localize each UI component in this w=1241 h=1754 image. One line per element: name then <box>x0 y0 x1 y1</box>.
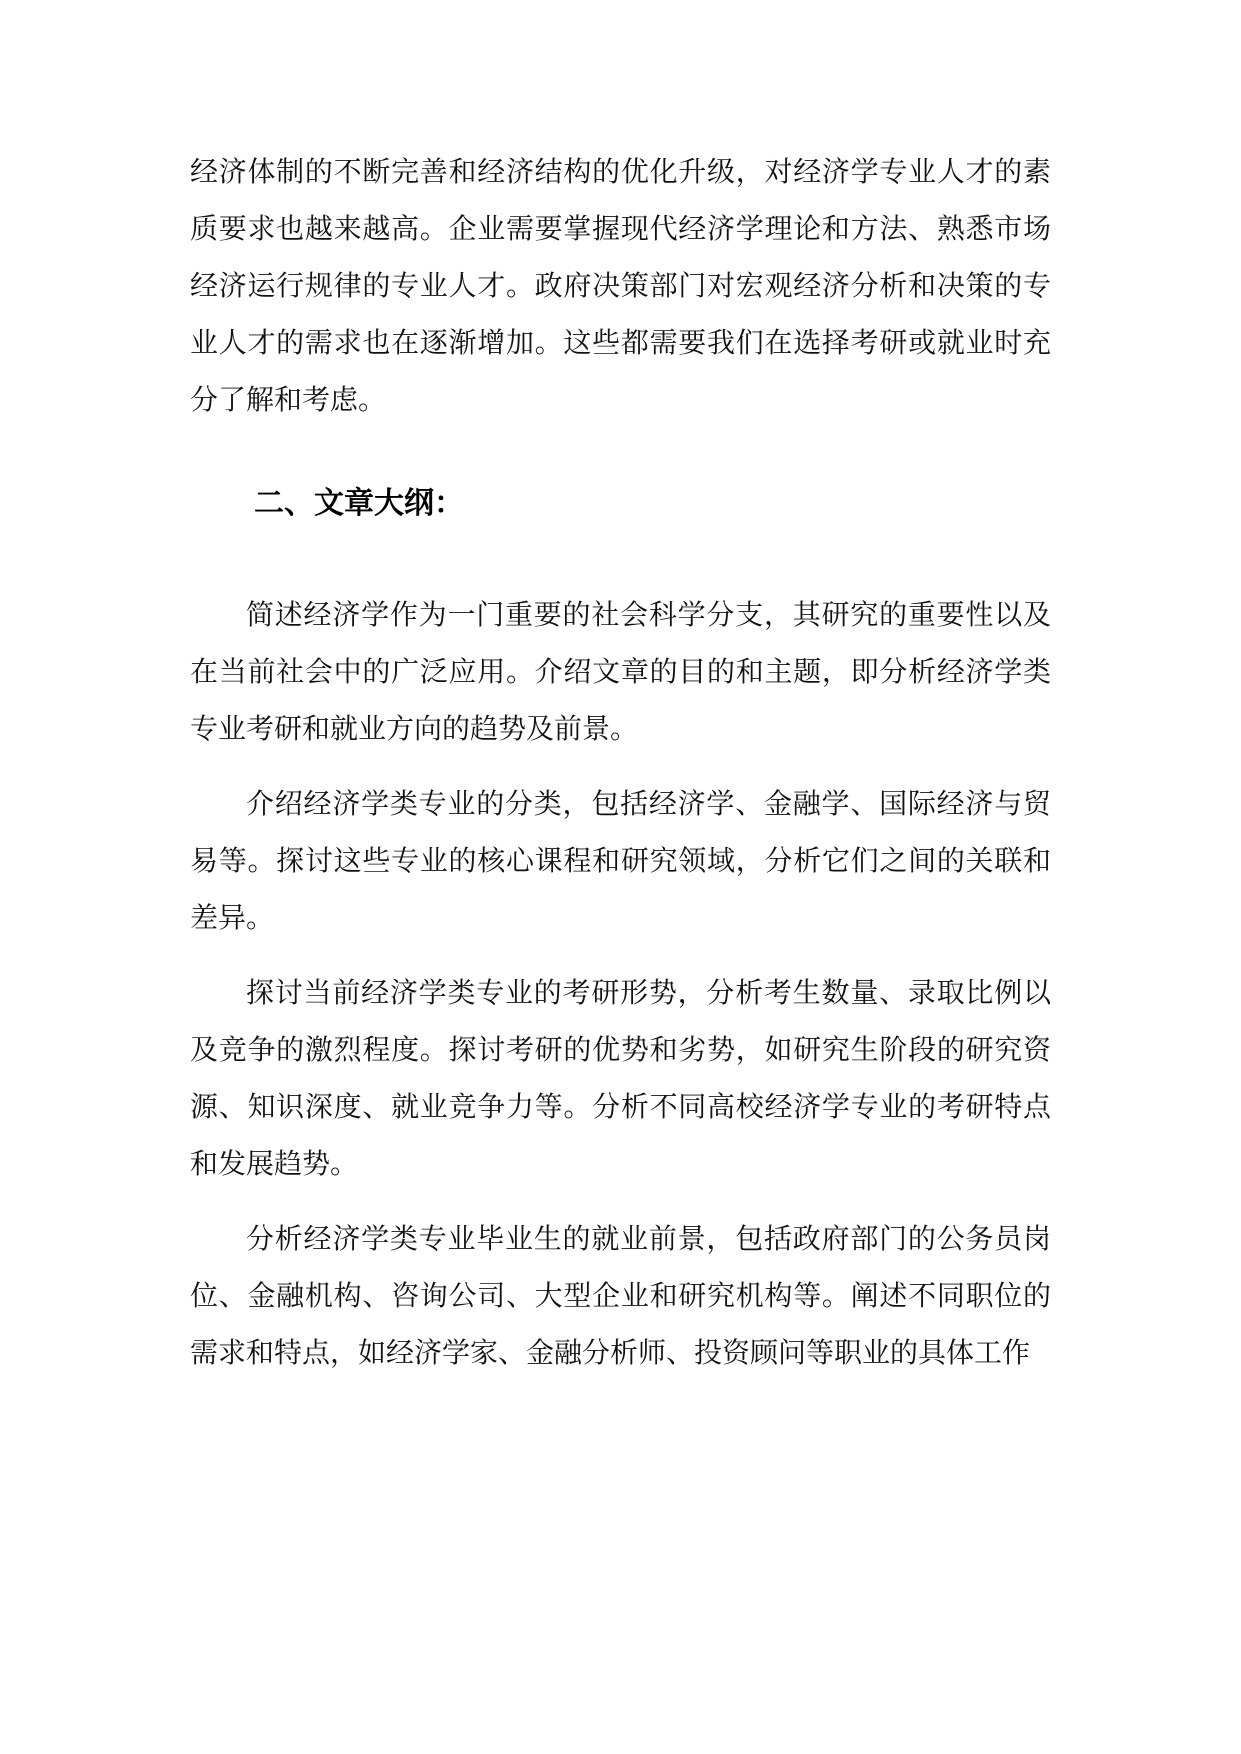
outline-paragraph-4: 分析经济学类专业毕业生的就业前景，包括政府部门的公务员岗位、金融机构、咨询公司、大型企业和研究机构等。阐述不同职位的需求和特点，如经济学家、金融分析师、投资顾问等职业的具体工作 <box>190 1222 1051 1369</box>
document-body <box>190 143 1051 1399</box>
outline-paragraph-3: 探讨当前经济学类专业的考研形势，分析考生数量、录取比例以及竞争的激烈程度。探讨考研的优势和劣势，如研究生阶段的研究资源、知识深度、就业竞争力等。分析不同高校经济学专业的考研特点和发展趋势。 <box>190 976 1051 1180</box>
outline-paragraph-1: 简述经济学作为一门重要的社会科学分支，其研究的重要性以及在当前社会中的广泛应用。介绍文章的目的和主题，即分析经济学类专业考研和就业方向的趋势及前景。 <box>190 598 1051 745</box>
outline-paragraph-2: 介绍经济学类专业的分类，包括经济学、金融学、国际经济与贸易等。探讨这些专业的核心课程和研究领域，分析它们之间的关联和差异。 <box>190 787 1051 934</box>
section-heading: 二、文章大纲： <box>254 486 464 521</box>
intro-continuation-paragraph: 经济体制的不断完善和经济结构的优化升级，对经济学专业人才的素质要求也越来越高。企业需要掌握现代经济学理论和方法、熟悉市场经济运行规律的专业人才。政府决策部门对宏观经济分析和决策的专业人才的需求也在逐渐增加。这些都需要我们在选择考研或就业时充分了解和考虑。 <box>190 155 1051 416</box>
